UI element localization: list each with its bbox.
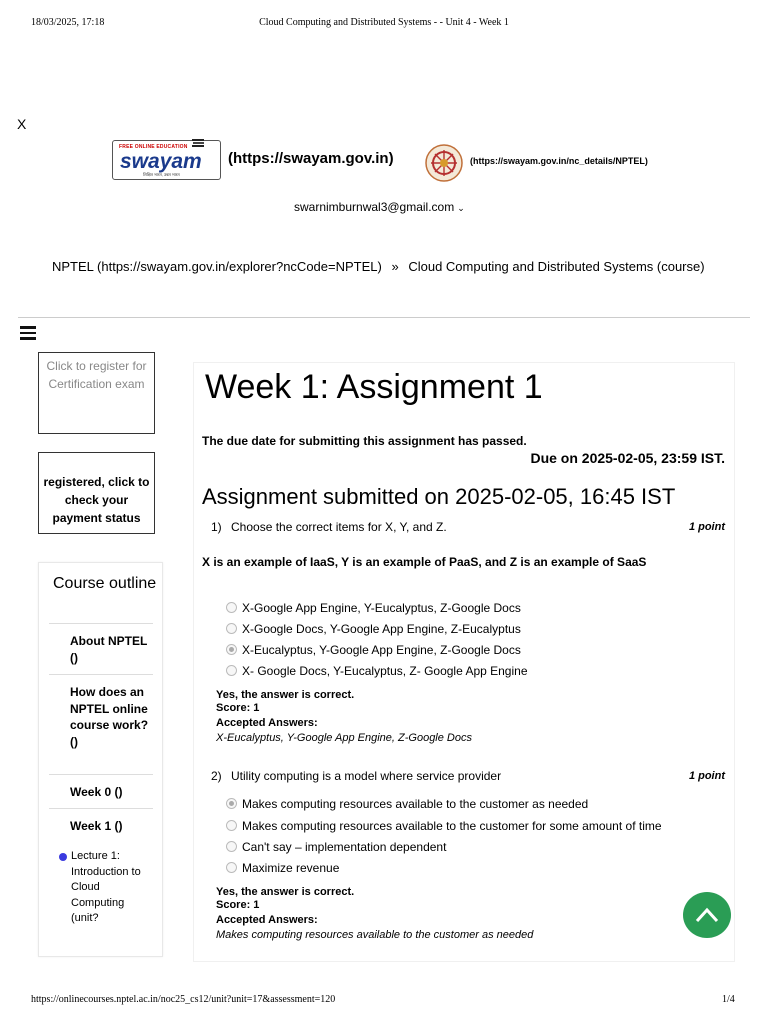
books-icon bbox=[191, 138, 205, 149]
option-label: Makes computing resources available to the customer as needed bbox=[242, 797, 589, 811]
outline-item-week-1[interactable]: Week 1 () bbox=[49, 808, 153, 848]
lecture-label: Lecture 1: Introduction to Cloud Computing (unit? bbox=[71, 850, 141, 924]
accepted-answer: Makes computing resources available to the customer as needed bbox=[216, 929, 534, 941]
answer-feedback bbox=[216, 885, 533, 943]
question-number: 2) bbox=[211, 769, 222, 783]
radio-button[interactable] bbox=[226, 862, 237, 873]
breadcrumb-separator: » bbox=[391, 259, 399, 274]
print-page-number: 1/4 bbox=[722, 994, 735, 1005]
page-title: Week 1: Assignment 1 bbox=[205, 368, 543, 406]
option-label: Makes computing resources available to the customer for some amount of time bbox=[242, 819, 662, 833]
radio-button[interactable] bbox=[226, 665, 237, 676]
accepted-answer: X-Eucalyptus, Y-Google App Engine, Z-Google Docs bbox=[216, 732, 472, 744]
radio-button[interactable] bbox=[226, 623, 237, 634]
print-title: Cloud Computing and Distributed Systems - - Unit 4 - Week 1 bbox=[259, 17, 509, 28]
question-statement: X is an example of IaaS, Y is an example of PaaS, and Z is an example of SaaS bbox=[202, 555, 647, 569]
radio-button[interactable] bbox=[226, 820, 237, 831]
radio-button[interactable] bbox=[226, 602, 237, 613]
accepted-answers-label: Accepted Answers: bbox=[216, 717, 318, 729]
feedback-result: Yes, the answer is correct. bbox=[216, 886, 355, 898]
print-date: 18/03/2025, 17:18 bbox=[31, 17, 105, 28]
question-number: 1) bbox=[211, 520, 222, 534]
breadcrumb-nptel[interactable]: NPTEL (https://swayam.gov.in/explorer?ncCode=NPTEL) bbox=[52, 259, 382, 274]
radio-button-selected[interactable] bbox=[226, 644, 237, 655]
due-date: Due on 2025-02-05, 23:59 IST. bbox=[530, 450, 725, 466]
radio-button-selected[interactable] bbox=[226, 798, 237, 809]
accepted-answers-label: Accepted Answers: bbox=[216, 914, 318, 926]
outline-title: Course outline bbox=[53, 575, 157, 592]
due-passed-notice: The due date for submitting this assignment has passed. bbox=[202, 434, 527, 448]
feedback-score: Score: 1 bbox=[216, 899, 260, 911]
outline-item-about-nptel[interactable]: About NPTEL () bbox=[49, 623, 153, 675]
divider bbox=[18, 317, 750, 318]
logo-tagline: FREE ONLINE EDUCATION bbox=[119, 144, 188, 150]
radio-button[interactable] bbox=[226, 841, 237, 852]
logo-wordmark: swayam bbox=[120, 150, 202, 173]
chevron-up-icon bbox=[683, 892, 731, 938]
hamburger-icon[interactable] bbox=[20, 326, 36, 340]
option-label: Can't say – implementation dependent bbox=[242, 840, 447, 854]
option-label: Maximize revenue bbox=[242, 861, 340, 875]
payment-status-button[interactable]: registered, click to check your payment status bbox=[38, 452, 155, 534]
feedback-result: Yes, the answer is correct. bbox=[216, 689, 355, 701]
question-text: Choose the correct items for X, Y, and Z. bbox=[231, 520, 447, 534]
option-label: X- Google Docs, Y-Eucalyptus, Z- Google App Engine bbox=[242, 664, 528, 678]
current-lecture-dot bbox=[59, 853, 67, 861]
answer-feedback bbox=[216, 688, 472, 746]
print-url: https://onlinecourses.nptel.ac.in/noc25_cs12/unit?unit=17&assessment=120 bbox=[31, 994, 336, 1005]
option-label: X-Google App Engine, Y-Eucalyptus, Z-Google Docs bbox=[242, 601, 521, 615]
option-label: X-Eucalyptus, Y-Google App Engine, Z-Google Docs bbox=[242, 643, 521, 657]
submission-status: Assignment submitted on 2025-02-05, 16:45 IST bbox=[202, 484, 676, 509]
register-certification-button[interactable]: Click to register for Certification exam bbox=[38, 352, 155, 434]
breadcrumb bbox=[52, 253, 712, 280]
question-points: 1 point bbox=[688, 521, 725, 533]
nptel-link[interactable]: (https://swayam.gov.in/nc_details/NPTEL) bbox=[470, 156, 648, 166]
nptel-logo[interactable] bbox=[425, 144, 463, 182]
course-outline bbox=[38, 562, 163, 957]
question-text: Utility computing is a model where service provider bbox=[231, 769, 502, 783]
swayam-link[interactable]: (https://swayam.gov.in) bbox=[228, 150, 394, 167]
breadcrumb-course[interactable]: Cloud Computing and Distributed Systems (course) bbox=[408, 259, 705, 274]
feedback-score: Score: 1 bbox=[216, 702, 260, 714]
chevron-down-icon: ⌄ bbox=[457, 203, 465, 213]
outline-item-week-0[interactable]: Week 0 () bbox=[49, 774, 153, 809]
user-menu[interactable] bbox=[294, 200, 465, 214]
outline-item-how-course-works[interactable]: How does an NPTEL online course work? () bbox=[49, 674, 153, 775]
logo-subtitle: शिक्षित भारत, उन्नत भारत bbox=[143, 172, 180, 177]
swayam-logo[interactable] bbox=[112, 140, 221, 180]
user-email: swarnimburnwal3@gmail.com bbox=[294, 200, 455, 214]
close-button[interactable]: X bbox=[17, 116, 27, 132]
scroll-top-button[interactable] bbox=[683, 892, 731, 938]
question-points: 1 point bbox=[688, 770, 725, 782]
option-label: X-Google Docs, Y-Google App Engine, Z-Eucalyptus bbox=[242, 622, 521, 636]
